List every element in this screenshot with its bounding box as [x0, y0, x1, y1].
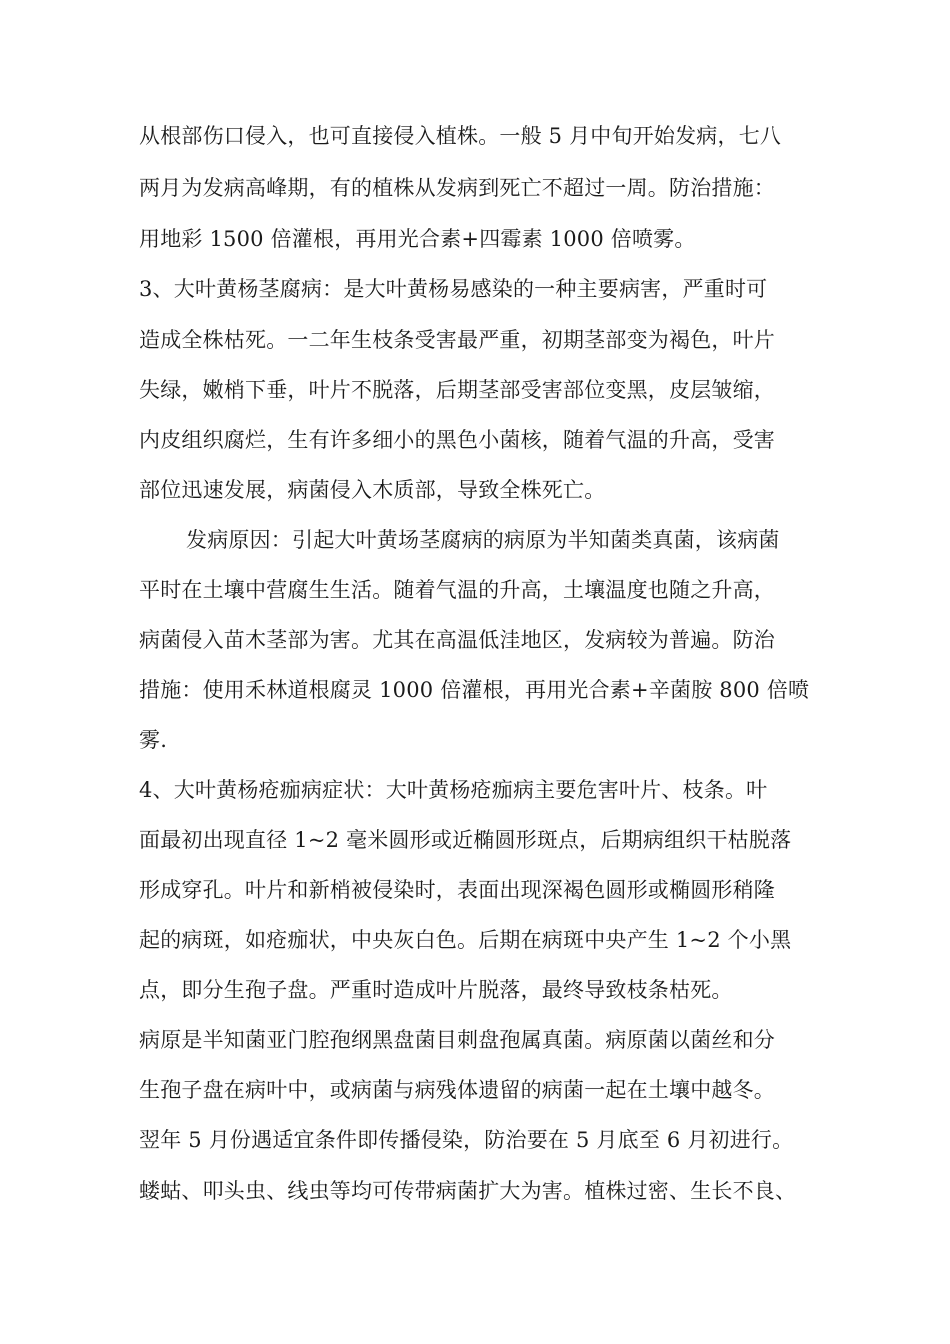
text-line: 4、大叶黄杨疮痂病症状：大叶黄杨疮痂病主要危害叶片、枝条。叶 — [139, 778, 768, 802]
text-line: 造成全株枯死。一二年生枝条受害最严重，初期茎部变为褐色，叶片 — [139, 328, 775, 352]
text-line: 平时在土壤中营腐生生活。随着气温的升高，土壤温度也随之升高， — [139, 578, 775, 602]
text-line: 发病原因：引起大叶黄场茎腐病的病原为半知菌类真菌，该病菌 — [186, 528, 780, 552]
text-line: 用地彩 1500 倍灌根，再用光合素+四霉素 1000 倍喷雾。 — [139, 227, 696, 251]
text-line: 措施：使用禾林道根腐灵 1000 倍灌根，再用光合素+辛菌胺 800 倍喷 — [139, 678, 810, 702]
text-line: 两月为发病高峰期，有的植株从发病到死亡不超过一周。防治措施： — [139, 176, 775, 200]
text-line: 病菌侵入苗木茎部为害。尤其在高温低洼地区，发病较为普遍。防治 — [139, 628, 775, 652]
text-line: 雾. — [139, 728, 168, 752]
text-line: 失绿，嫩梢下垂，叶片不脱落，后期茎部受害部位变黑，皮层皱缩， — [139, 378, 775, 402]
text-line: 从根部伤口侵入，也可直接侵入植株。一般 5 月中旬开始发病，七八 — [139, 124, 782, 148]
text-line: 形成穿孔。叶片和新梢被侵染时，表面出现深褐色圆形或椭圆形稍隆 — [139, 878, 775, 902]
text-line: 蝼蛄、叩头虫、线虫等均可传带病菌扩大为害。植株过密、生长不良、 — [139, 1179, 797, 1203]
text-line: 部位迅速发展，病菌侵入木质部，导致全株死亡。 — [139, 478, 606, 502]
text-line: 病原是半知菌亚门腔孢纲黑盘菌目刺盘孢属真菌。病原菌以菌丝和分 — [139, 1028, 775, 1052]
text-line: 面最初出现直径 1~2 毫米圆形或近椭圆形斑点，后期病组织干枯脱落 — [139, 828, 792, 852]
text-line: 生孢子盘在病叶中，或病菌与病残体遗留的病菌一起在土壤中越冬。 — [139, 1078, 775, 1102]
text-line: 翌年 5 月份遇适宜条件即传播侵染，防治要在 5 月底至 6 月初进行。 — [139, 1128, 794, 1152]
text-line: 3、大叶黄杨茎腐病：是大叶黄杨易感染的一种主要病害，严重时可 — [139, 277, 768, 301]
text-line: 起的病斑，如疮痂状，中央灰白色。后期在病斑中央产生 1~2 个小黑 — [139, 928, 792, 952]
text-line: 内皮组织腐烂，生有许多细小的黑色小菌核，随着气温的升高，受害 — [139, 428, 775, 452]
text-line: 点，即分生孢子盘。严重时造成叶片脱落，最终导致枝条枯死。 — [139, 978, 733, 1002]
